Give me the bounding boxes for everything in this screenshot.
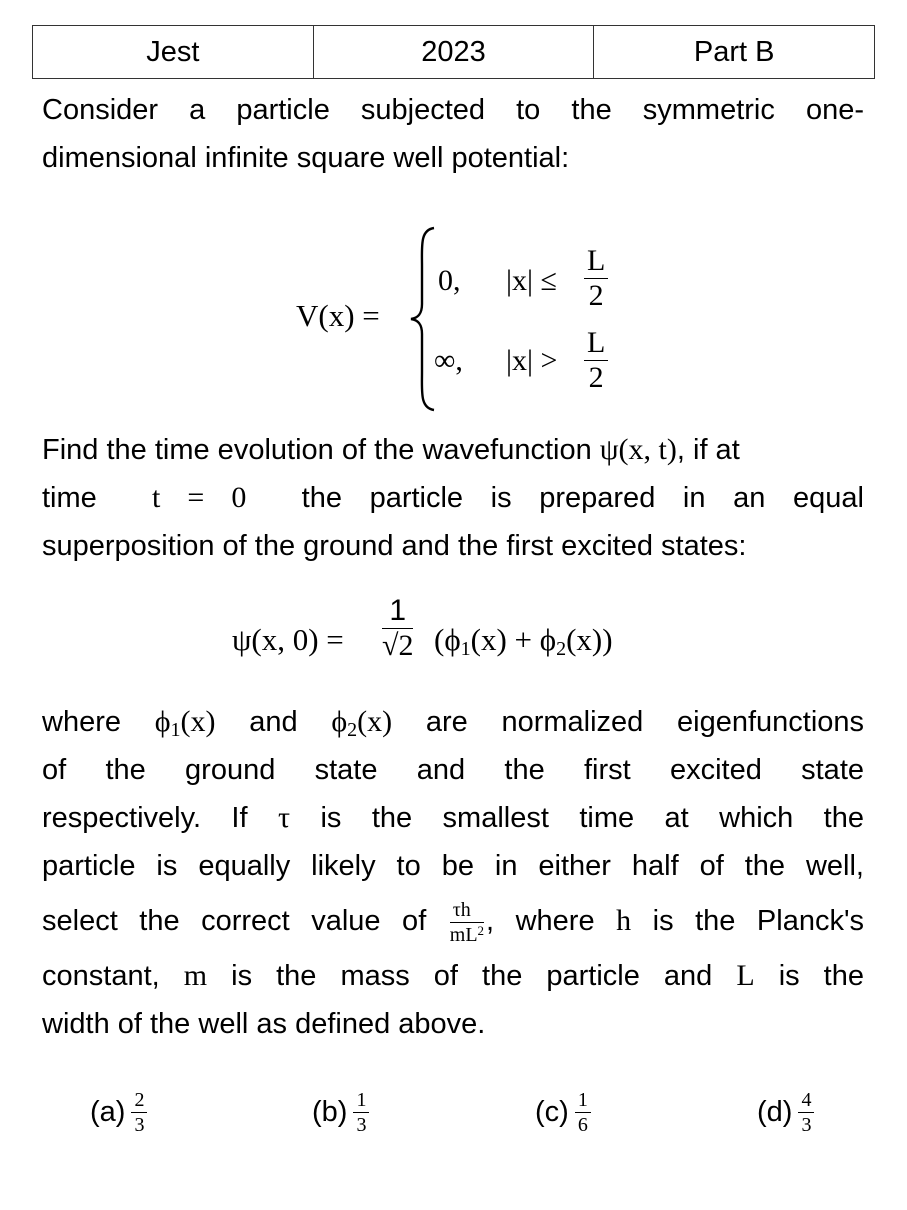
- exam-year: 2023: [313, 26, 594, 79]
- description-paragraph: [42, 698, 864, 1048]
- potential-equation: [296, 226, 626, 412]
- evolution-time-word: time: [42, 482, 97, 514]
- tau-h-fraction: [450, 900, 484, 945]
- initial-rhs: [434, 622, 613, 658]
- tau-symbol: τ: [277, 801, 291, 834]
- exam-name: Jest: [33, 26, 314, 79]
- description-line-3: [42, 794, 864, 842]
- t-equals-zero: t = 0: [152, 481, 247, 514]
- rhs-sub2: 2: [556, 638, 567, 660]
- evolution-text-c: the particle is prepared in an equal: [301, 482, 864, 514]
- description-line-5: [42, 890, 864, 952]
- evolution-paragraph: [42, 426, 864, 570]
- desc-normalized: are normalized eigenfunctions: [425, 706, 865, 738]
- phi2: $\phi_2(x)$: [331, 705, 393, 741]
- option-b-fraction: $\frac{1}{3}$: [353, 1090, 369, 1135]
- initial-frac-den: √2: [382, 629, 414, 662]
- desc-smallest: is the smallest time at which the: [320, 802, 864, 834]
- evolution-text-a: Find the time evolution of the wavefunction: [42, 434, 592, 466]
- option-c-label: (c): [535, 1095, 569, 1128]
- case1-condition: |x| ≤: [506, 264, 557, 297]
- evolution-line-1: [42, 426, 864, 474]
- option-a[interactable]: [90, 1080, 149, 1144]
- m-symbol: m: [183, 959, 208, 992]
- l-symbol: L: [736, 959, 755, 992]
- header-table: [32, 25, 875, 79]
- left-brace-icon: [408, 226, 438, 412]
- option-b[interactable]: [312, 1080, 371, 1144]
- psi-xt: ψ(x, t): [599, 433, 677, 466]
- case1-fraction: [584, 246, 608, 311]
- desc-constant: constant,: [42, 960, 160, 992]
- option-d-fraction: $\frac{4}{3}$: [798, 1090, 814, 1135]
- option-c-fraction: $\frac{1}{6}$: [575, 1090, 591, 1135]
- evolution-line-2: [42, 474, 864, 522]
- case1-frac-num: L: [584, 246, 608, 279]
- rhs-open: (ϕ: [434, 622, 461, 657]
- tau-h-den: $mL^2$: [449, 922, 485, 946]
- intro-paragraph: [42, 86, 864, 182]
- option-c[interactable]: [535, 1080, 593, 1144]
- case1-frac-den: 2: [588, 279, 604, 312]
- intro-line-2: dimensional infinite square well potential:: [42, 142, 570, 174]
- desc-where-2: , where: [486, 905, 595, 937]
- description-line-4: particle is equally likely to be in either half of the well,: [42, 850, 864, 882]
- option-d[interactable]: [757, 1080, 816, 1144]
- exam-part: Part B: [594, 26, 875, 79]
- case2-value: ∞,: [434, 344, 463, 377]
- description-line-1: [42, 698, 864, 746]
- description-line-2: of the ground state and the first excited state: [42, 754, 864, 786]
- initial-lhs: ψ(x, 0) =: [232, 622, 344, 657]
- case2-frac-num: L: [584, 328, 608, 361]
- rhs-sub1: 1: [460, 638, 471, 660]
- desc-select: select the correct value of: [42, 905, 427, 937]
- desc-respectively: respectively. If: [42, 802, 248, 834]
- phi1: $\phi_1(x)$: [154, 705, 216, 741]
- case2-frac-den: 2: [588, 361, 604, 394]
- case2-condition: |x| >: [506, 344, 558, 377]
- evolution-text-b: , if at: [676, 434, 740, 466]
- potential-lhs: V(x) =: [296, 298, 380, 333]
- initial-fraction: [382, 596, 413, 661]
- initial-state-equation: [232, 596, 682, 686]
- option-a-label: (a): [90, 1095, 126, 1128]
- intro-line-1: Consider a particle subjected to the symmetric one-: [42, 94, 864, 126]
- option-a-fraction: $\frac{2}{3}$: [131, 1090, 147, 1135]
- desc-mass: is the mass of the particle and: [231, 960, 713, 992]
- rhs-close: (x)): [566, 622, 613, 657]
- h-symbol: h: [616, 904, 632, 937]
- option-b-label: (b): [312, 1095, 348, 1128]
- desc-where: where: [42, 706, 121, 738]
- case1-value: 0,: [438, 264, 461, 297]
- case2-fraction: [584, 328, 608, 393]
- desc-planck: is the Planck's: [652, 905, 864, 937]
- answer-options: [0, 1080, 907, 1150]
- tau-h-num: τh: [450, 900, 484, 923]
- initial-frac-num: 1: [382, 596, 413, 629]
- description-line-6: [42, 952, 864, 1000]
- rhs-mid: (x) + ϕ: [470, 622, 557, 657]
- description-line-7: width of the well as defined above.: [42, 1008, 486, 1040]
- desc-and: and: [249, 706, 298, 738]
- option-d-label: (d): [757, 1095, 793, 1128]
- evolution-line-3: superposition of the ground and the first excited states:: [42, 530, 747, 562]
- desc-is-the: is the: [778, 960, 864, 992]
